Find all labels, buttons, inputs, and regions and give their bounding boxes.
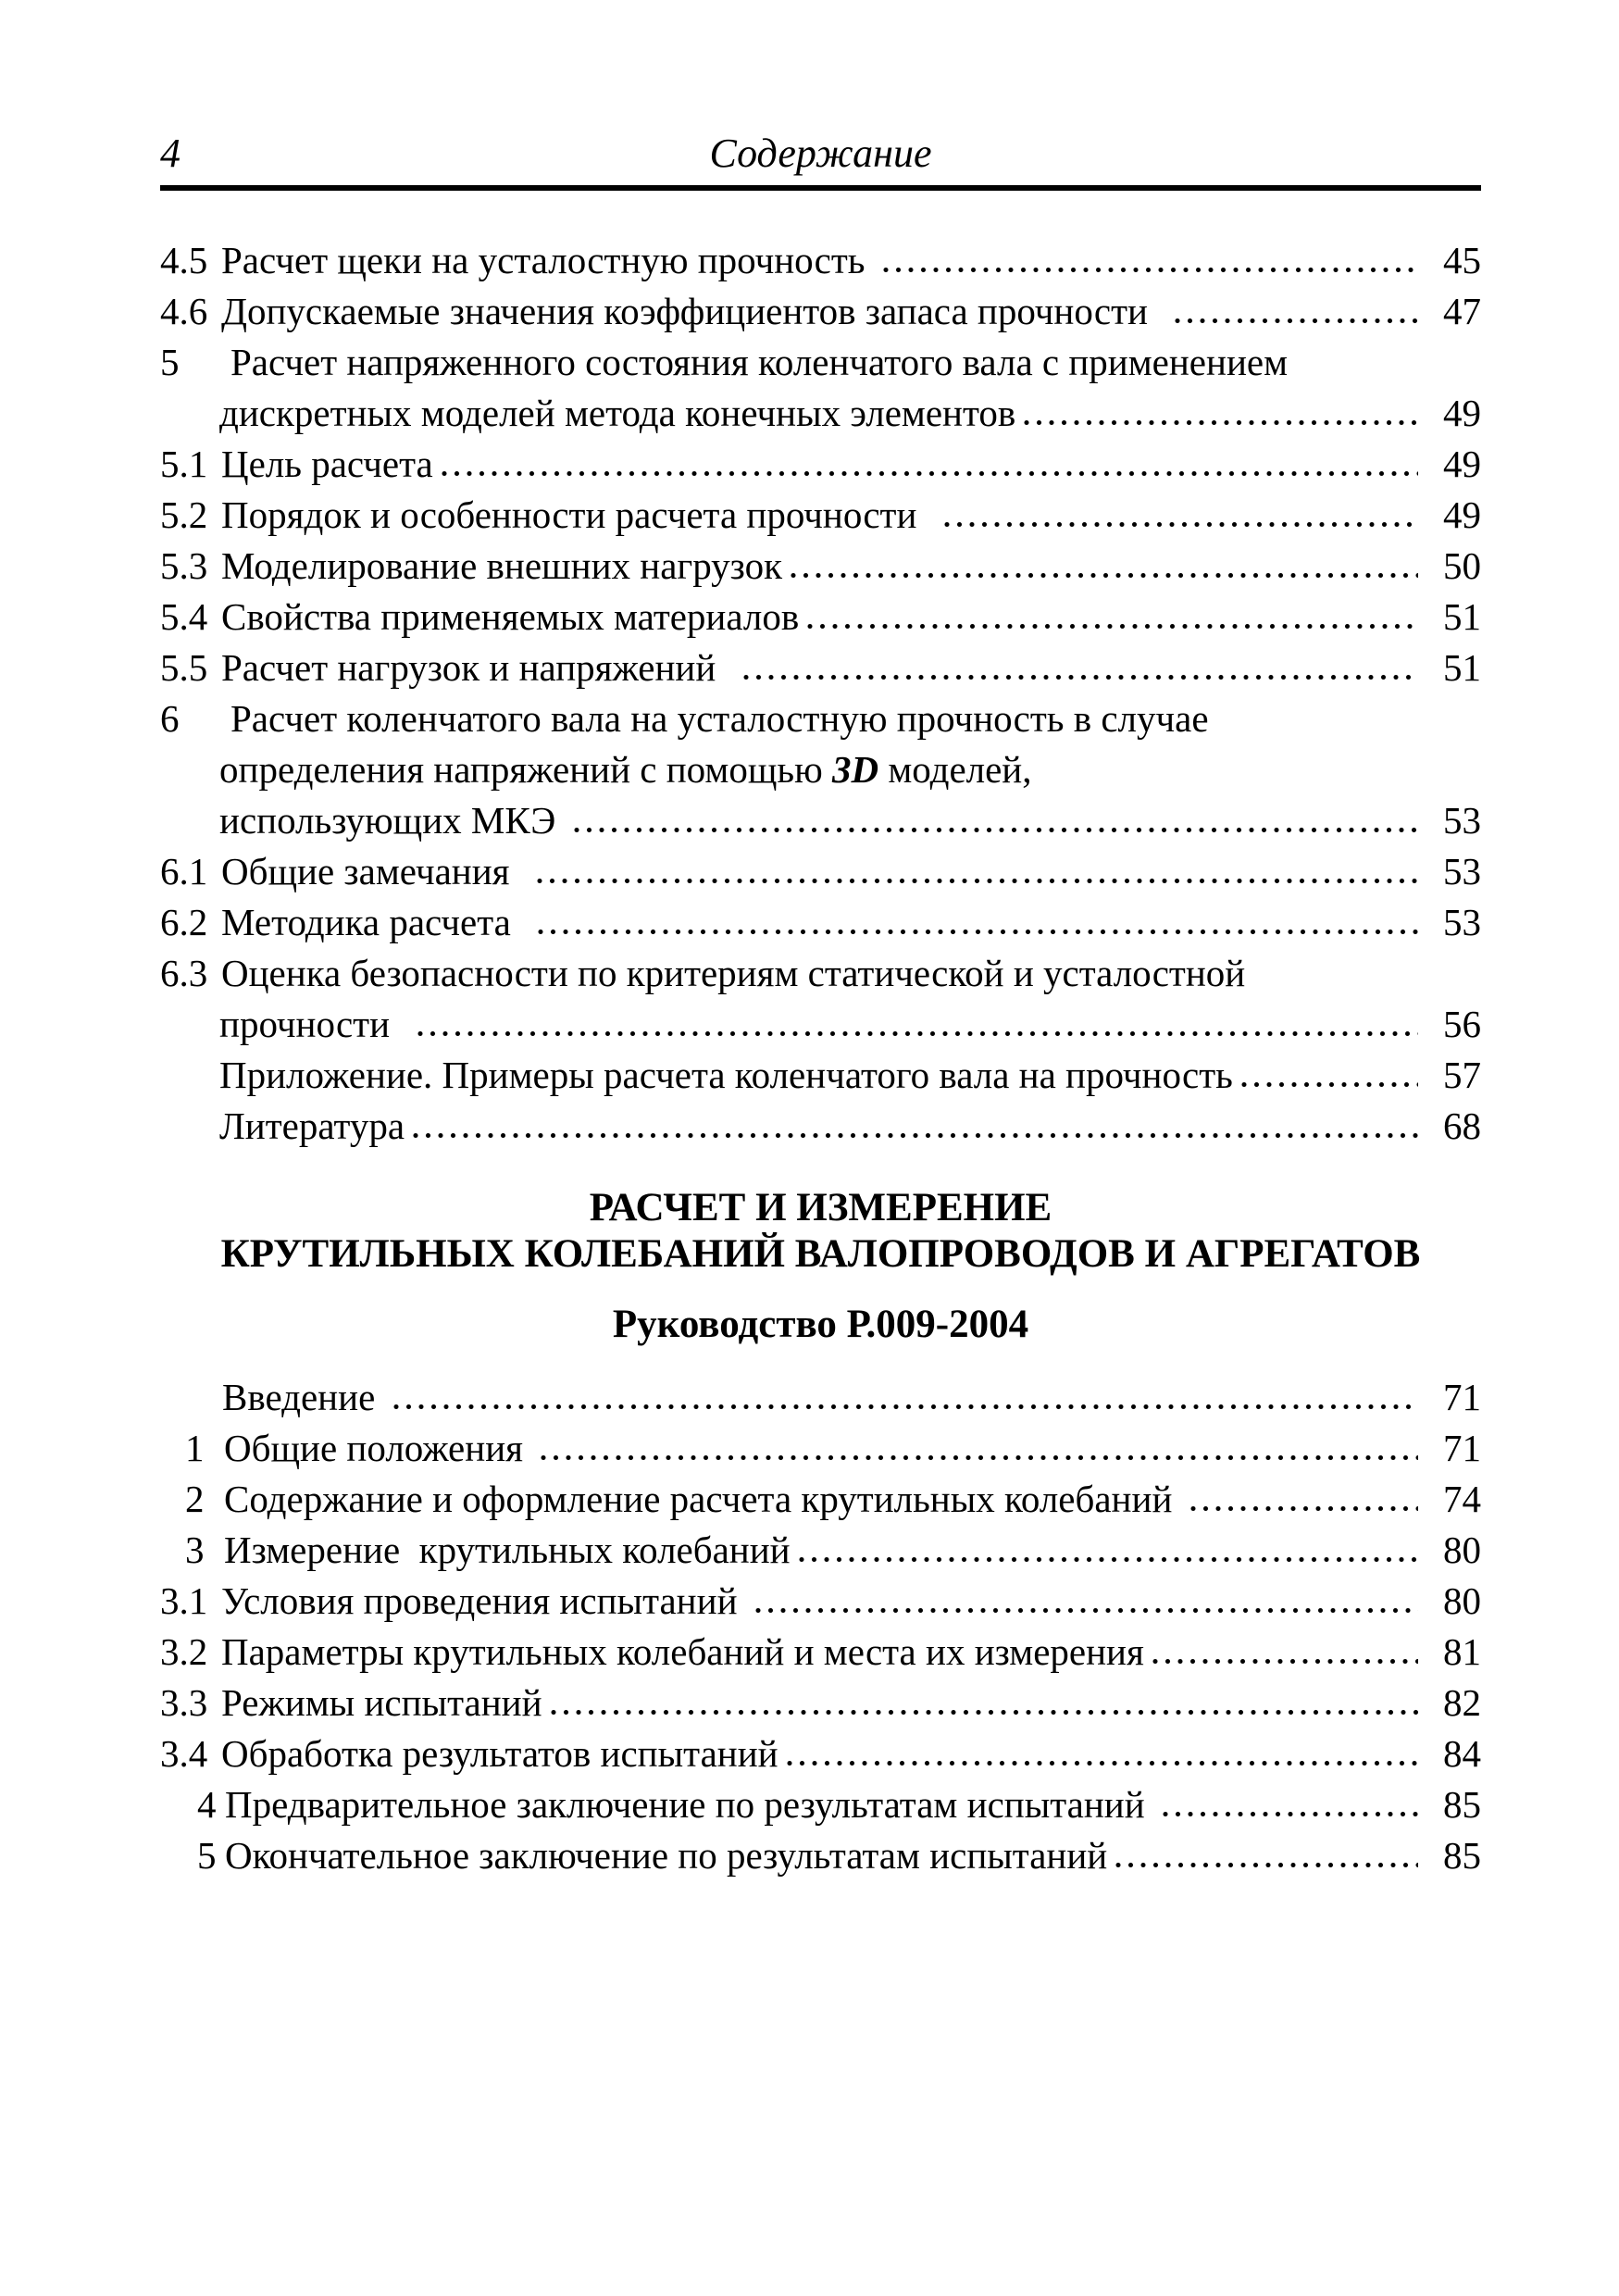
dot-leader xyxy=(799,1556,1418,1563)
toc-entry xyxy=(160,846,1481,897)
entry-title: Окончательное заключение по результатам испытаний xyxy=(225,1834,1108,1877)
dot-leader xyxy=(791,572,1418,579)
entry-page: 51 xyxy=(1443,646,1481,689)
toc-entry xyxy=(160,1474,1481,1525)
toc-entry xyxy=(160,897,1481,948)
section-title-line-2: КРУТИЛЬНЫХ КОЛЕБАНИЙ ВАЛОПРОВОДОВ И АГРЕГАТОВ xyxy=(220,1232,1421,1276)
entry-number: 4.6 xyxy=(160,290,208,332)
toc-entry-continuation xyxy=(160,795,1481,846)
toc-entry xyxy=(160,286,1481,337)
entry-title: Общие положения xyxy=(224,1427,533,1469)
entry-number: 6.1 xyxy=(160,850,208,892)
entry-page: 85 xyxy=(1443,1783,1481,1826)
toc-entry xyxy=(160,1830,1481,1881)
entry-title: Расчет щеки на усталостную прочность xyxy=(221,239,875,281)
dot-leader xyxy=(417,1030,1418,1037)
toc-entry xyxy=(160,1050,1481,1101)
dot-leader xyxy=(807,623,1418,630)
entry-page: 81 xyxy=(1443,1630,1481,1673)
entry-title: прочности xyxy=(219,1003,409,1045)
entry-number: 3.1 xyxy=(160,1579,208,1622)
entry-page: 85 xyxy=(1443,1834,1481,1877)
entry-number: 6 xyxy=(160,697,180,740)
entry-title: Содержание и оформление расчета крутильных колебаний xyxy=(224,1478,1182,1520)
entry-page: 51 xyxy=(1443,595,1481,638)
entry-title: Литература xyxy=(219,1104,405,1147)
section-title-line-1: РАСЧЕТ И ИЗМЕРЕНИЕ xyxy=(589,1186,1052,1229)
toc-entry xyxy=(160,235,1481,286)
page-header xyxy=(160,131,1481,191)
entry-page: 45 xyxy=(1443,239,1481,281)
entry-number: 5.5 xyxy=(160,646,208,689)
entry-page: 82 xyxy=(1443,1681,1481,1724)
entry-page: 57 xyxy=(1443,1054,1481,1096)
entry-title: определения напряжений с помощью xyxy=(219,748,832,791)
entry-number: 5.1 xyxy=(160,443,208,485)
toc-entry-continuation xyxy=(160,999,1481,1050)
dot-leader xyxy=(551,1709,1418,1716)
entry-title: Порядок и особенности расчета прочности xyxy=(221,493,936,536)
entry-number: 3.3 xyxy=(160,1681,208,1724)
dot-leader xyxy=(393,1404,1418,1410)
entry-title: Расчет коленчатого вала на усталостную прочность в случае xyxy=(230,697,1209,740)
toc-entry xyxy=(160,1101,1481,1152)
entry-page: 50 xyxy=(1443,544,1481,587)
dot-leader xyxy=(755,1607,1418,1614)
dot-leader xyxy=(1175,318,1418,324)
section-heading xyxy=(160,1185,1481,1348)
dot-leader xyxy=(1024,419,1418,426)
entry-title: Цель расчета xyxy=(221,443,433,485)
dot-leader xyxy=(1241,1081,1418,1088)
entry-title: Свойства применяемых материалов xyxy=(221,595,800,638)
entry-title: Обработка результатов испытаний xyxy=(221,1732,778,1775)
entry-title: дискретных моделей метода конечных элементов xyxy=(219,392,1016,434)
dot-leader xyxy=(413,1132,1418,1139)
entry-page: 80 xyxy=(1443,1579,1481,1622)
entry-number: 5.2 xyxy=(160,493,208,536)
entry-number: 3 xyxy=(185,1529,205,1571)
dot-leader xyxy=(787,1760,1418,1766)
toc-entry xyxy=(160,1627,1481,1678)
toc-entry xyxy=(160,1678,1481,1728)
toc-entry xyxy=(160,541,1481,592)
entry-page: 53 xyxy=(1443,901,1481,943)
entry-number: 3.2 xyxy=(160,1630,208,1673)
entry-page: 53 xyxy=(1443,850,1481,892)
entry-title: Расчет нагрузок и напряжений xyxy=(221,646,735,689)
entry-title-italic: 3D xyxy=(831,748,879,791)
toc-entry xyxy=(160,1779,1481,1830)
entry-page: 74 xyxy=(1443,1478,1481,1520)
toc-entry xyxy=(160,1576,1481,1627)
entry-number: 1 xyxy=(185,1427,205,1469)
entry-number: 6.3 xyxy=(160,952,208,994)
entry-number: 5 xyxy=(197,1834,217,1877)
entry-title: Оценка безопасности по критериям статической и усталостной xyxy=(221,952,1246,994)
entry-number: 6.2 xyxy=(160,901,208,943)
entry-title: Параметры крутильных колебаний и места их измерения xyxy=(221,1630,1144,1673)
entry-title: Режимы испытаний xyxy=(221,1681,542,1724)
running-head-title: Содержание xyxy=(709,131,932,176)
entry-title: Предварительное заключение по результатам испытаний xyxy=(225,1783,1154,1826)
toc-entry-line xyxy=(160,948,1481,999)
section-subtitle: Руководство Р.009-2004 xyxy=(612,1303,1029,1346)
entry-number: 4.5 xyxy=(160,239,208,281)
entry-title: Общие замечания xyxy=(221,850,529,892)
entry-title: Условия проведения испытаний xyxy=(221,1579,747,1622)
toc-part-1 xyxy=(160,235,1481,1152)
entry-number: 5.3 xyxy=(160,544,208,587)
toc-entry xyxy=(160,490,1481,541)
entry-number: 5.4 xyxy=(160,595,208,638)
dot-leader xyxy=(1163,1811,1418,1817)
dot-leader xyxy=(442,470,1418,477)
toc-part-2 xyxy=(160,1372,1481,1881)
dot-leader xyxy=(538,929,1418,935)
entry-title: Приложение. Примеры расчета коленчатого вала на прочность xyxy=(219,1054,1233,1096)
entry-title: Расчет напряженного состояния коленчатого вала с применением xyxy=(230,341,1289,383)
entry-title: Измерение крутильных колебаний xyxy=(224,1529,791,1571)
entry-title: Допускаемые значения коэффициентов запаса прочности xyxy=(221,290,1167,332)
toc-entry xyxy=(160,1525,1481,1576)
dot-leader xyxy=(1190,1505,1418,1512)
entry-page: 49 xyxy=(1443,392,1481,434)
entry-number: 3.4 xyxy=(160,1732,208,1775)
toc-entry xyxy=(160,1728,1481,1779)
entry-title: использующих МКЭ xyxy=(219,799,566,842)
dot-leader xyxy=(883,267,1418,273)
dot-leader xyxy=(1152,1658,1418,1665)
entry-page: 49 xyxy=(1443,443,1481,485)
toc-entry-line xyxy=(160,337,1481,388)
entry-page: 71 xyxy=(1443,1427,1481,1469)
entry-page: 49 xyxy=(1443,493,1481,536)
entry-title: моделей, xyxy=(878,748,1032,791)
entry-page: 84 xyxy=(1443,1732,1481,1775)
entry-title: Введение xyxy=(222,1376,385,1418)
entry-page: 80 xyxy=(1443,1529,1481,1571)
entry-number: 4 xyxy=(197,1783,217,1826)
dot-leader xyxy=(537,878,1418,884)
entry-number: 5 xyxy=(160,341,180,383)
entry-number: 2 xyxy=(185,1478,205,1520)
dot-leader xyxy=(574,827,1418,833)
dot-leader xyxy=(743,674,1418,680)
toc-entry-line xyxy=(160,693,1481,744)
entry-page: 53 xyxy=(1443,799,1481,842)
entry-page: 68 xyxy=(1443,1104,1481,1147)
entry-page: 56 xyxy=(1443,1003,1481,1045)
toc-entry-continuation xyxy=(160,388,1481,439)
entry-page: 71 xyxy=(1443,1376,1481,1418)
toc-entry xyxy=(160,592,1481,643)
entry-title: Моделирование внешних нагрузок xyxy=(221,544,783,587)
dot-leader xyxy=(1115,1862,1418,1868)
dot-leader xyxy=(541,1454,1418,1461)
entry-title: Методика расчета xyxy=(221,901,530,943)
entry-page: 47 xyxy=(1443,290,1481,332)
toc-entry xyxy=(160,1423,1481,1474)
dot-leader xyxy=(944,521,1418,528)
toc-entry xyxy=(160,1372,1481,1423)
toc-entry-continuation xyxy=(160,744,1481,795)
toc-entry xyxy=(160,643,1481,693)
page-number: 4 xyxy=(160,131,181,176)
toc-entry xyxy=(160,439,1481,490)
